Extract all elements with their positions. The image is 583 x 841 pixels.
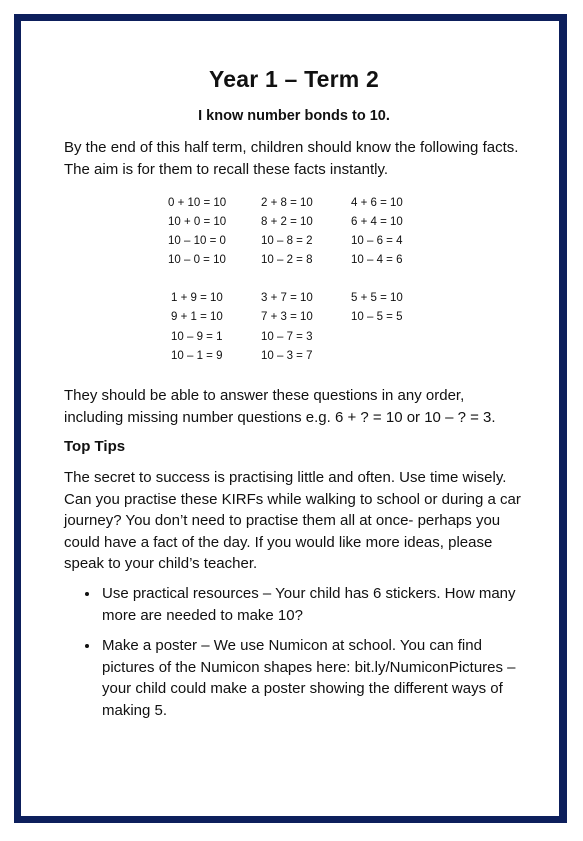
fact-item: 0 + 10 = 10 xyxy=(168,197,227,209)
fact-item: 10 + 0 = 10 xyxy=(168,216,227,228)
page-subtitle: I know number bonds to 10. xyxy=(198,108,390,124)
fact-item: 8 + 2 = 10 xyxy=(261,216,313,228)
fact-item: 2 + 8 = 10 xyxy=(261,197,313,209)
top-tips-paragraph: The secret to success is practising little and often. Use time wisely. Can you practise these KIRFs while walking to school or during a car journey? You don’t need to practise them all at once- perhaps you could have a fact of the day. If you would like more ideas, please speak to your child’s teacher. xyxy=(64,469,521,572)
fact-item: 10 – 0 = 10 xyxy=(168,254,226,266)
answer-paragraph: They should be able to answer these questions in any order, including missing number questions e.g. 6 + ? = 10 or 10 – ? = 3. xyxy=(64,387,496,426)
fact-item: 10 – 10 = 0 xyxy=(168,235,226,247)
fact-item: 10 – 6 = 4 xyxy=(351,235,403,247)
fact-item: 6 + 4 = 10 xyxy=(351,216,403,228)
page-title: Year 1 – Term 2 xyxy=(208,66,380,92)
fact-item: 10 – 8 = 2 xyxy=(261,235,313,247)
fact-item: 7 + 3 = 10 xyxy=(261,311,313,323)
fact-item: 10 – 3 = 7 xyxy=(261,350,313,362)
fact-item: 1 + 9 = 10 xyxy=(171,292,223,304)
fact-item: 10 – 4 = 6 xyxy=(351,254,403,266)
fact-item: 10 – 1 = 9 xyxy=(171,350,223,362)
fact-item: 10 – 2 = 8 xyxy=(261,254,313,266)
fact-item: 3 + 7 = 10 xyxy=(261,292,313,304)
fact-item: 4 + 6 = 10 xyxy=(351,197,403,209)
list-item: • Make a poster – We use Numicon at school. You can find pictures of the Numicon shapes here: bit.ly/NumiconPictures – your child could make a poster showing the different ways of making 5. xyxy=(100,635,528,721)
fact-item: 5 + 5 = 10 xyxy=(351,292,403,304)
list-item: • Use practical resources – Your child has 6 stickers. How many more are needed to make 10? xyxy=(100,583,528,626)
tips-list xyxy=(64,583,528,730)
fact-item: 9 + 1 = 10 xyxy=(171,311,223,323)
fact-item: 10 – 5 = 5 xyxy=(351,311,403,323)
fact-item: 10 – 9 = 1 xyxy=(171,331,223,343)
fact-item: 10 – 7 = 3 xyxy=(261,331,313,343)
top-tips-heading: Top Tips xyxy=(64,438,126,455)
intro-paragraph: By the end of this half term, children should know the following facts. The aim is for them to recall these facts instantly. xyxy=(64,139,519,178)
